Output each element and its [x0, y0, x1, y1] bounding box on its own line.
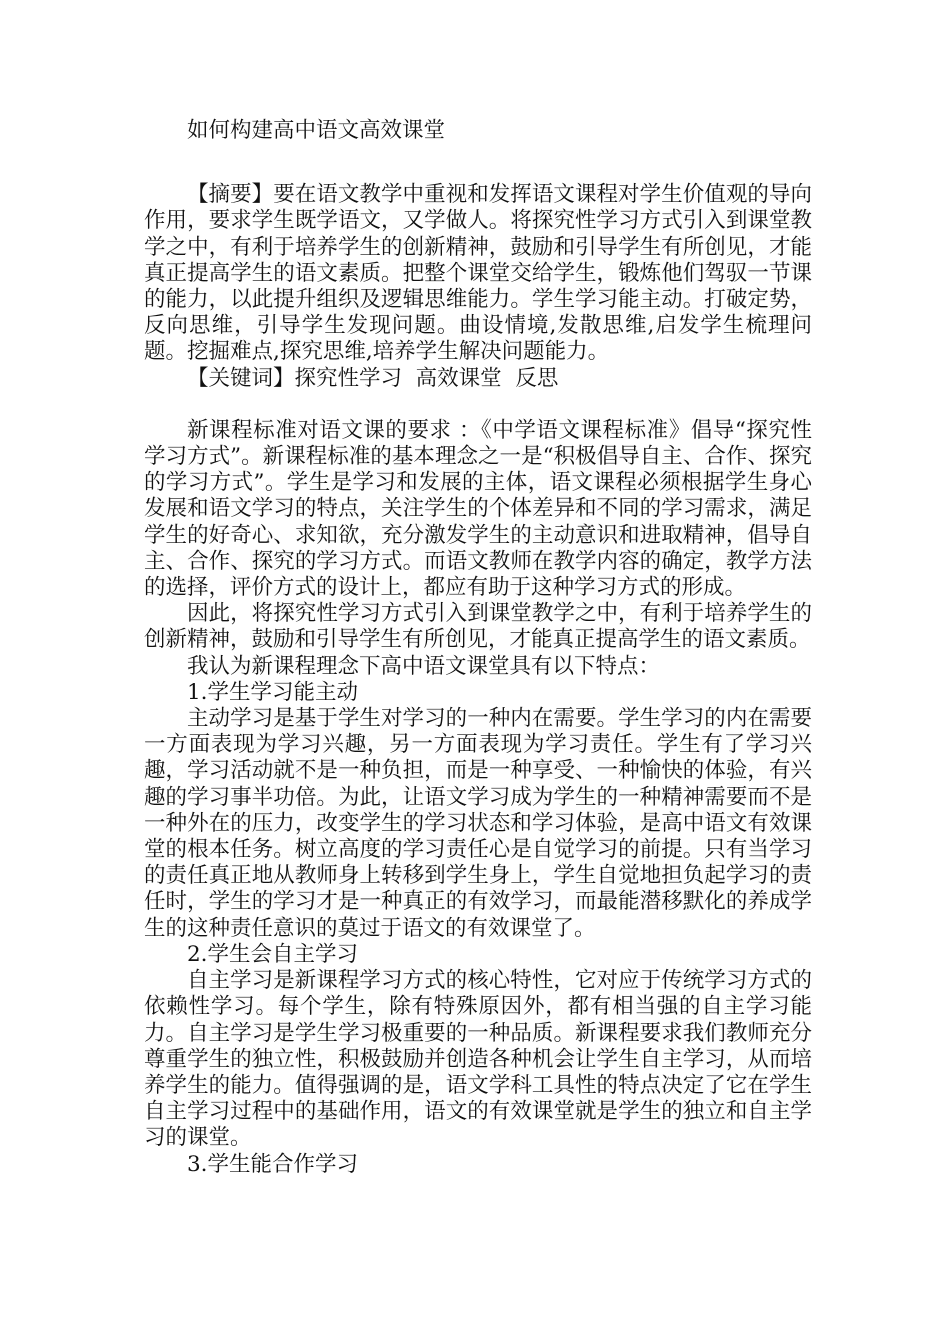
- section-heading: 2.学生会自主学习: [187, 941, 359, 967]
- section-heading: 1.学生学习能主动: [187, 679, 359, 705]
- body-paragraph: 主动学习是基于学生对学习的一种内在需要。学生学习的内在需要一方面表现为学习兴趣，另一方面表现为学习责任。学生有了学习兴趣，学习活动就不是一种负担，而是一种享受、一种愉快的体验，有兴趣的学习事半功倍。为此，让语文学习成为学生的一种精神需要而不是一种外在的压力，改变学生的学习状态和学习体验，是高中语文有效课堂的根本任务。树立高度的学习责任心是自觉学习的前提。只有当学习的责任真正地从教师身上转移到学生身上，学生自觉地担负起学习的责任时，学生的学习才是一种真正的有效学习，而最能潜移默化的养成学生的这种责任意识的莫过于语文的有效课堂了。: [144, 706, 812, 941]
- document-page: [144, 118, 812, 1178]
- abstract-paragraph: 【摘要】要在语文教学中重视和发挥语文课程对学生价值观的导向作用，要求学生既学语文，又学做人。将探究性学习方式引入到课堂教学之中，有利于培养学生的创新精神，鼓励和引导学生有所创见，才能真正提高学生的语文素质。把整个课堂交给学生，锻炼他们驾驭一节课的能力，以此提升组织及逻辑思维能力。学生学习能主动。打破定势，反向思维，引导学生发现问题。曲设情境,发散思维,启发学生梳理问题。挖掘难点,探究思维,培养学生解决问题能力。: [144, 182, 812, 365]
- body-paragraph: 自主学习是新课程学习方式的核心特性，它对应于传统学习方式的依赖性学习。每个学生，除有特殊原因外，都有相当强的自主学习能力。自主学习是学生学习极重要的一种品质。新课程要求我们教师充分尊重学生的独立性，积极鼓励并创造各种机会让学生自主学习，从而培养学生的能力。值得强调的是，语文学科工具性的特点决定了它在学生自主学习过程中的基础作用，语文的有效课堂就是学生的独立和自主学习的课堂。: [144, 968, 812, 1151]
- body-paragraph: 因此，将探究性学习方式引入到课堂教学之中，有利于培养学生的创新精神，鼓励和引导学生有所创见，才能真正提高学生的语文素质。: [144, 601, 812, 653]
- spacer: [144, 144, 812, 182]
- body-paragraph: 新课程标准对语文课的要求 ：《中学语文课程标准》倡导“探究性学习方式”。新课程标准的基本理念之一是“积极倡导自主、合作、探究的学习方式”。学生是学习和发展的主体，语文课程必须根据学生身心发展和语文学习的特点，关注学生的个体差异和不同的学习需求，满足学生的好奇心、求知欲，充分激发学生的主动意识和进取精神，倡导自主、合作、探究的学习方式。而语文教师在教学内容的确定，教学方法的选择，评价方式的设计上，都应有助于这种学习方式的形成。: [144, 417, 812, 601]
- spacer: [144, 392, 812, 418]
- section-heading: 3.学生能合作学习: [187, 1151, 359, 1177]
- body-paragraph: 我认为新课程理念下高中语文课堂具有以下特点：: [187, 653, 661, 679]
- keywords-line: 【关键词】探究性学习 高效课堂 反思: [187, 365, 559, 391]
- document-title: 如何构建高中语文高效课堂: [187, 118, 446, 143]
